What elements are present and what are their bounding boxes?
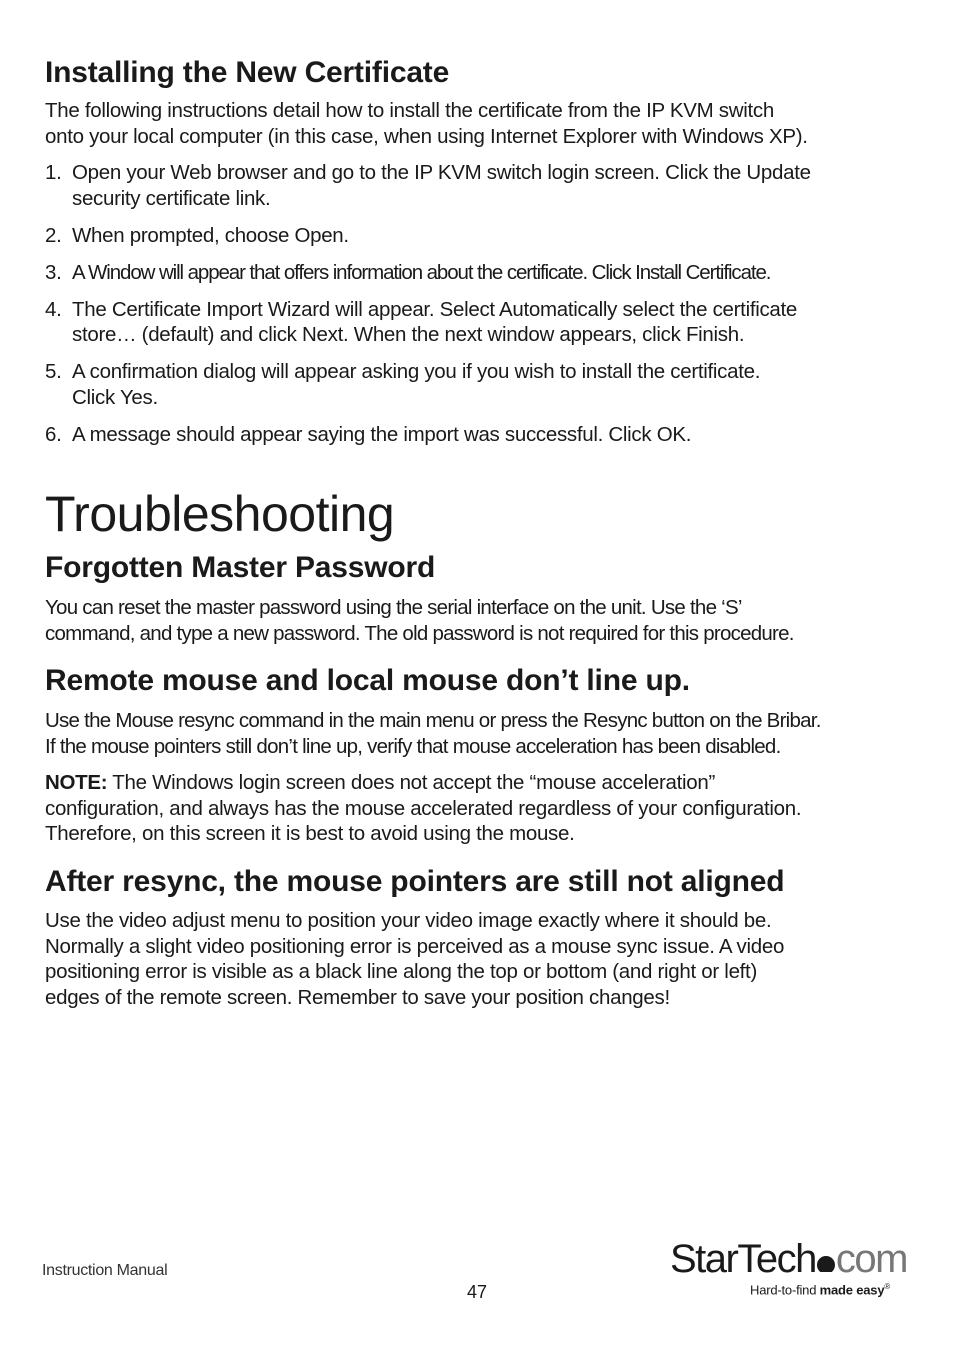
section4-line1: Use the video adjust menu to position your video image exactly where it should be. [45,909,772,932]
note-line3: Therefore, on this screen it is best to avoid using the mouse. [45,822,575,845]
step-text-line1: When prompted, choose Open. [72,223,349,247]
step-text-line1: The Certificate Import Wizard will appear. Select Automatically select the certificate [72,297,798,321]
certificate-steps-list [45,160,925,459]
step-number: 4. [45,297,62,321]
section4-line2: Normally a slight video positioning error is perceived as a mouse sync issue. A video [45,934,785,958]
section-heading-forgotten-password: Forgotten Master Password [45,551,436,584]
section-heading-installing-certificate: Installing the New Certificate [45,56,450,89]
step-text-line1: Open your Web browser and go to the IP KVM switch login screen. Click the Update [72,161,811,184]
section1-intro-line1: The following instructions detail how to install the certificate from the IP KVM switch [45,99,774,122]
list-item [45,160,925,211]
section4-line3: positioning error is visible as a black line along the top or bottom (and right or left) [45,960,757,983]
step-text-line1: A Window will appear that offers information about the certificate. Click Install Certificate. [72,260,771,284]
list-item [45,359,925,410]
note-line2: configuration, and always has the mouse accelerated regardless of your configuration. [45,796,802,820]
section-heading-mouse-alignment: Remote mouse and local mouse don’t line up. [45,664,690,697]
logo-text-com: com [835,1237,907,1281]
step-number: 2. [45,223,62,247]
tagline-part2: made easy [819,1282,885,1298]
section2-line2: command, and type a new password. The old password is not required for this procedure. [45,621,794,645]
logo-dot-icon [816,1232,836,1272]
section3-line1: Use the Mouse resync command in the main menu or press the Resync button on the Bribar. [45,709,821,732]
tagline-part1: Hard-to-find [750,1282,820,1298]
step-number: 1. [45,161,62,184]
startech-logo [670,1232,910,1302]
section3-note [45,770,925,847]
note-label: NOTE: [45,771,108,794]
footer-manual-label: Instruction Manual [42,1262,168,1279]
list-item [45,297,925,348]
section1-intro [45,98,925,149]
step-number: 6. [45,422,62,446]
logo-wordmark [670,1232,907,1281]
step-text-line1: A message should appear saying the import was successful. Click OK. [72,422,692,446]
section1-intro-line2: onto your local computer (in this case, when using Internet Explorer with Windows XP). [45,124,808,148]
section2-line1: You can reset the master password using the serial interface on the unit. Use the ‘S’ [45,596,742,619]
step-number: 3. [45,260,62,284]
logo-text-startech: StarTech [670,1237,816,1281]
section4-line4: edges of the remote screen. Remember to save your position changes! [45,985,670,1009]
step-text-line2: store… (default) and click Next. When the next window appears, click Finish. [72,323,745,346]
list-item [45,422,925,448]
registered-mark: ® [884,1282,891,1291]
section2-body [45,595,925,646]
section3-body [45,708,925,759]
note-line1: The Windows login screen does not accept the “mouse acceleration” [107,771,715,794]
step-text-line1: A confirmation dialog will appear asking you if you wish to install the certificate. [72,360,761,383]
page-number: 47 [466,1282,488,1302]
page-title: Troubleshooting [45,486,395,542]
logo-tagline [750,1282,890,1297]
step-number: 5. [45,360,62,383]
step-text-line2: Click Yes. [72,385,158,409]
list-item [45,223,925,249]
step-text-line2: security certificate link. [72,186,271,210]
section3-line2: If the mouse pointers still don’t line up, verify that mouse acceleration has been disabled. [45,734,781,758]
list-item [45,260,925,286]
section4-body [45,908,925,1010]
section-heading-after-resync: After resync, the mouse pointers are still not aligned [45,865,785,898]
